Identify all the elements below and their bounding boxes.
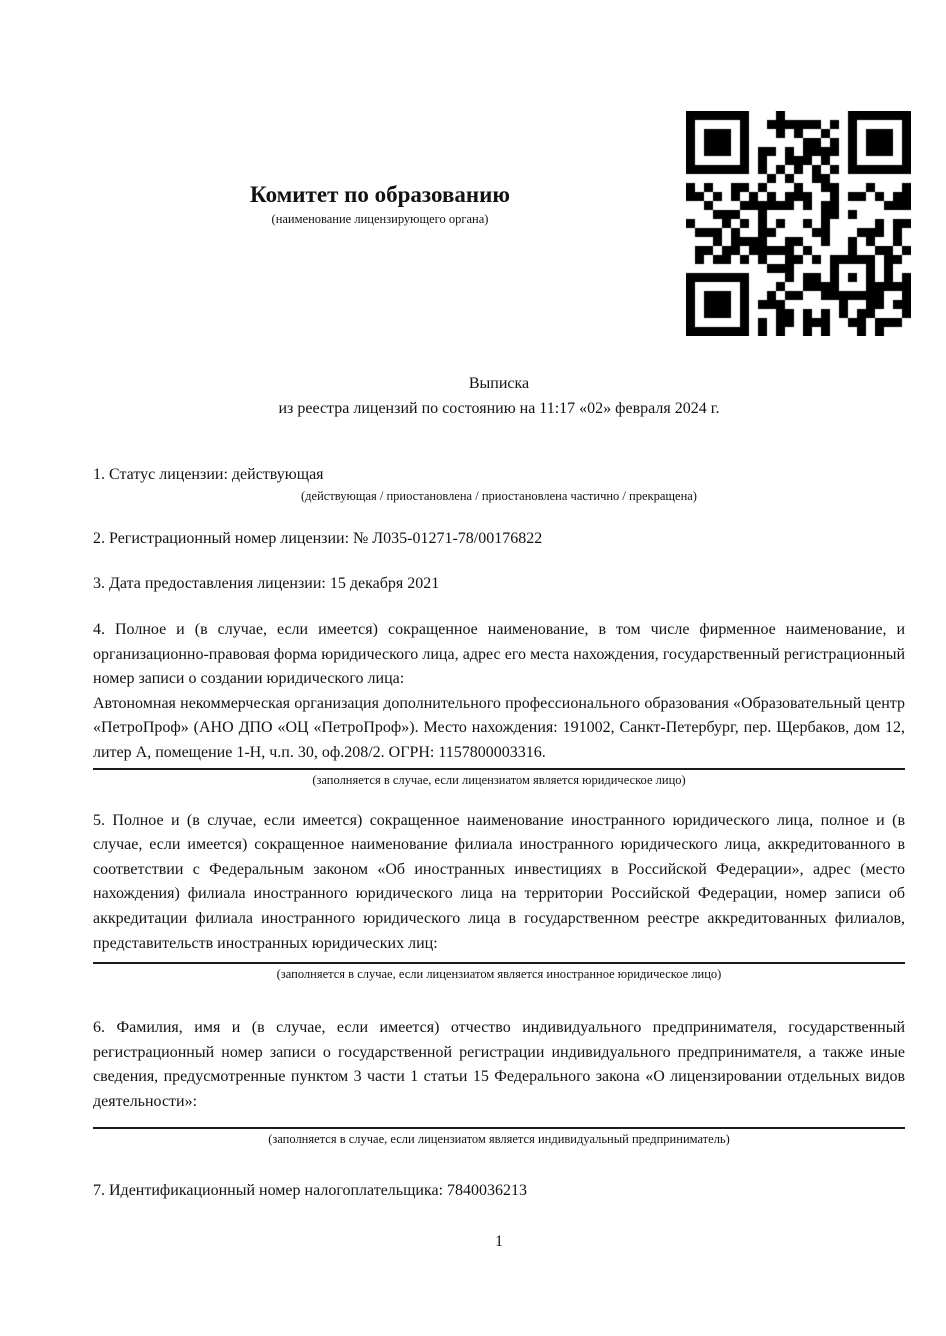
license-status-text: 1. Статус лицензии: действующая [93, 466, 324, 484]
legal-entity-caption: (заполняется в случае, если лицензиатом является юридическое лицо) [312, 772, 686, 787]
registration-number-text: 2. Регистрационный номер лицензии: № Л035-01271-78/00176822 [93, 529, 543, 547]
foreign-entity-caption: (заполняется в случае, если лицензиатом является иностранное юридическое лицо) [276, 967, 722, 982]
item-entrepreneur [93, 1016, 905, 1148]
legal-entity-value: Автономная некоммерческая организация дополнительного профессионального образования «Образовательный центр «ПетроПроф» (АНО ДПО «ОЦ «ПетроПроф»). Место нахождения: 191002, Санкт-Петербург, пер. Щербаков, дом 12, литер А, помещение 1-Н, ч.п. 30, оф.208/2. ОГРН: 1157800003316. [93, 694, 905, 761]
issuer-header [93, 180, 667, 227]
item-foreign-entity [93, 809, 905, 984]
foreign-entity-statement: 5. Полное и (в случае, если имеется) сокращенное наименование иностранного юридического лица, полное и (в случае, если имеется) сокращенное наименование филиала иностранного юридического лица, аккредитованного в соответствии с Федеральным законом «Об иностранных инвестициях в Российской Федерации», адрес (место нахождения) филиала иностранного юридического лица на территории Российской Федерации, номер записи об аккредитации филиала иностранного юридического лица в государственном реестре аккредитованных филиалов, представительств иностранных юридических лиц: [93, 811, 905, 952]
item-taxpayer-number [93, 1179, 905, 1204]
item-registration-number [93, 527, 905, 552]
item-legal-entity [93, 618, 905, 789]
license-status-caption: (действующая / приостановлена / приостановлена частично / прекращена) [301, 488, 697, 503]
item-license-status [93, 463, 905, 505]
issuer-caption: (наименование лицензирующего органа) [271, 212, 489, 226]
document-title-line2: из реестра лицензий по состоянию на 11:17 «02» февраля 2024 г. [278, 399, 720, 417]
document-title [93, 372, 905, 421]
entrepreneur-statement: 6. Фамилия, имя и (в случае, если имеется) отчество индивидуального предпринимателя, государственный регистрационный номер записи о государственной регистрации индивидуального предпринимателя, а также иные сведения, предусмотренные пунктом 3 части 1 статьи 15 Федерального закона «О лицензировании отдельных видов деятельности»: [93, 1019, 905, 1110]
entrepreneur-fill-in-rule [93, 1127, 905, 1129]
issuer-name: Комитет по образованию [250, 182, 510, 207]
page-number: 1 [495, 1233, 503, 1251]
qr-code-icon [686, 111, 911, 336]
item-grant-date [93, 572, 905, 597]
foreign-entity-fill-in-rule [93, 962, 905, 964]
grant-date-text: 3. Дата предоставления лицензии: 15 декабря 2021 [93, 575, 440, 593]
document-title-line1: Выписка [468, 375, 530, 392]
legal-entity-fill-in-rule [93, 768, 905, 770]
taxpayer-number-text: 7. Идентификационный номер налогоплательщика: 7840036213 [93, 1182, 528, 1200]
entrepreneur-caption: (заполняется в случае, если лицензиатом является индивидуальный предприниматель) [268, 1132, 730, 1147]
legal-entity-statement: 4. Полное и (в случае, если имеется) сокращенное наименование, в том числе фирменное наименование, и организационно-правовая форма юридического лица, адрес его места нахождения, государственный регистрационный номер записи о создании юридического лица: [93, 620, 905, 688]
